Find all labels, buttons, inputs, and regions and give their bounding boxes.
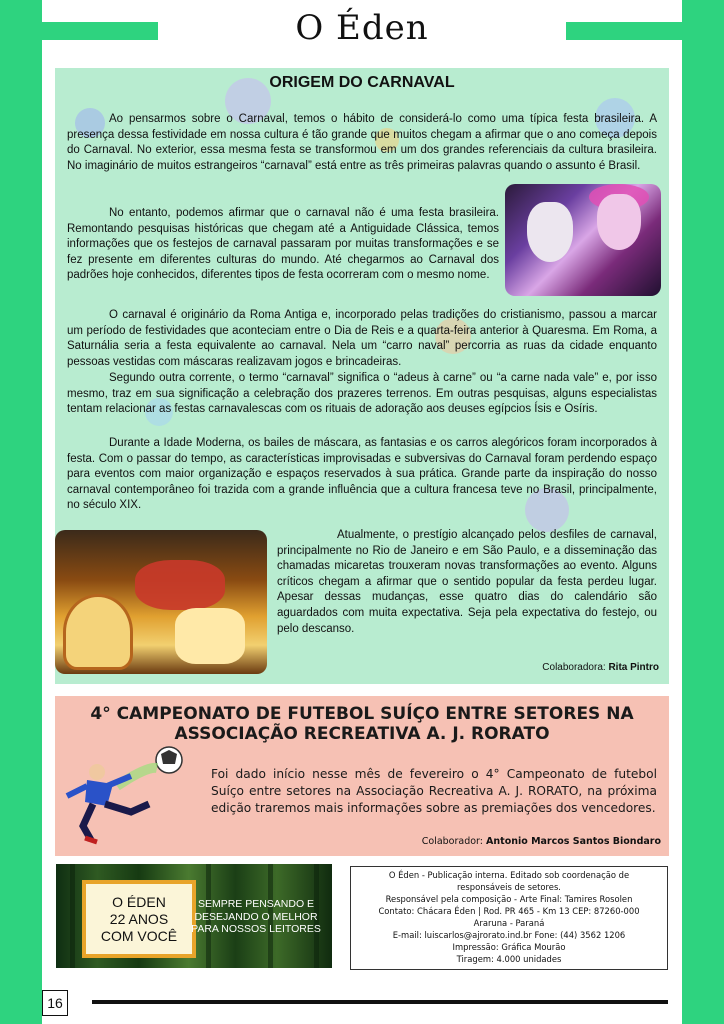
article-credit xyxy=(542,662,659,673)
masthead-title: O Éden xyxy=(295,8,429,48)
parade-float xyxy=(63,594,133,670)
carnival-masks-photo xyxy=(505,184,661,296)
header-accent-right xyxy=(566,22,682,40)
article-paragraph-1: Ao pensarmos sobre o Carnaval, temos o hábito de considerá-lo como uma típica festa brasileira. A presença dessa festividade em nossa cultura é tão grande que muitos chegam a afirmar que o ano começa depois do Carnaval. No exterior, essa mesma festa se transformou em um dos grandes referenciais da cultura brasileira. No imaginário de muitos estrangeiros “carnaval” está entre as três primeiras palavras quando o assunto é Brasil. xyxy=(67,113,657,172)
credit-label: Colaborador: xyxy=(421,836,483,847)
tree-trunk xyxy=(70,864,75,968)
colophon-line: Contato: Chácara Éden | Rod. PR 465 - Km 13 CEP: 87260-000 xyxy=(378,906,640,916)
article-paragraph-5: Durante a Idade Moderna, os bailes de máscara, as fantasias e os carros alegóricos foram incorporados à festa. Com o passar do tempo, as características improvisadas e subversivas do Carnaval foram perdendo espaço para eventos com maior organização e espaços reservados à sua prática. Grande parte da inspiração do nosso carnaval contemporâneo foi trazida com a grande influência que a cultura francesa teve no Brasil, principalmente, no século XIX. xyxy=(67,437,657,512)
football-player-illustration xyxy=(57,746,187,846)
page-number: 16 xyxy=(42,990,68,1016)
sport-title-line-2: ASSOCIAÇÃO RECREATIVA A. J. RORATO xyxy=(174,724,550,744)
right-frame-bar xyxy=(682,0,724,1024)
carnival-article xyxy=(55,68,669,684)
parade-float xyxy=(175,608,245,664)
colophon-line: E-mail: luiscarlos@ajrorato.ind.br Fone: (44) 3562 1206 xyxy=(392,930,626,940)
anniversary-promo-banner xyxy=(56,864,332,968)
football-championship-section xyxy=(55,696,669,856)
slogan-line-3: PARA NOSSOS LEITORES xyxy=(191,923,321,935)
carnival-parade-photo xyxy=(55,530,267,674)
slogan-line-1: SEMPRE PENSANDO E xyxy=(197,898,315,910)
credit-label: Colaboradora: xyxy=(542,662,606,673)
footer-rule xyxy=(92,1000,668,1004)
article-paragraph-3: O carnaval é originário da Roma Antiga e, incorporado pelas tradições do cristianismo, passou a marcar um período de festividades que aconteciam entre o Dia de Reis e a quarta-feira anterior à Quaresma. Em Roma, a Saturnália seria a festa equivalente ao carnaval. Nela um “carro naval” percorria as ruas da cidade enquanto pessoas vestidas com máscaras realizavam jogos e brincadeiras. xyxy=(67,309,657,368)
sport-credit xyxy=(422,836,661,847)
article-paragraph-4: Segundo outra corrente, o termo “carnaval” significa o “adeus à carne” ou “a carne nada vale” e, por isso mesmo, traz em sua significação a celebração dos prazeres terrenos. Em outras pesquisas, alguns especialistas tentam relacionar as festas carnavalescas com os rituais de adoração aos deuses egípcios Ísis e Osíris. xyxy=(67,372,657,416)
badge-line-3: COM VOCÊ xyxy=(100,927,178,944)
colophon-line: Araruna - Paraná xyxy=(473,918,545,928)
sport-body-text: Foi dado início nesse mês de fevereiro o 4° Campeonato de futebol Suíço entre setores na Associação Recreativa A. J. RORATO, na próxima edição traremos mais informações sobre as premiações dos vencedores. xyxy=(211,767,657,815)
badge-line-2: 22 ANOS xyxy=(109,910,169,927)
colophon-line: Responsável pela composição - Arte Final: Tamires Rosolen xyxy=(385,894,633,904)
credit-name: Antonio Marcos Santos Biondaro xyxy=(486,836,661,847)
colophon-line: O Éden - Publicação interna. Editado sob coordenação de xyxy=(388,870,630,880)
mask-figure xyxy=(527,202,573,262)
colophon-box xyxy=(350,866,668,970)
left-frame-bar xyxy=(0,0,42,1024)
colophon-line: responsáveis de setores. xyxy=(457,882,561,892)
sport-title xyxy=(55,704,669,744)
slogan-line-2: DESEJANDO O MELHOR xyxy=(194,910,318,923)
anniversary-badge xyxy=(82,880,196,958)
article-paragraph-2: No entanto, podemos afirmar que o carnaval não é uma festa brasileira. Remontando pesquisas históricas que chegam até a Antiguidade Clássica, temos informações que os festejos de carnaval passaram por muitas transformações e se fez presente em diferentes culturas do mundo. Até chegarmos ao Carnaval dos padrões hoje conhecidos, diferentes tipos de festa ocorreram com o mesmo nome. xyxy=(67,207,499,282)
sport-title-line-1: 4° CAMPEONATO DE FUTEBOL SUÍÇO ENTRE SETORES NA xyxy=(90,704,634,724)
article-paragraph-6: Atualmente, o prestígio alcançado pelos desfiles de carnaval, principalmente no Rio de Janeiro e em São Paulo, e a disseminação das chamadas micaretas trouxeram novas transformações ao evento. Alguns críticos chegam a afirmar que o sentido popular da festa perdeu lugar. Apesar dessas mudanças, esse quatro dias do calendário são aguardados com muita expectativa. Seja pela expectativa do festejo, ou pelo descanso. xyxy=(277,529,657,635)
badge-line-1: O ÉDEN xyxy=(112,893,166,910)
header-accent-left xyxy=(42,22,158,40)
credit-name: Rita Pintro xyxy=(608,662,659,673)
mask-figure xyxy=(597,194,641,250)
anniversary-badge-text xyxy=(101,894,177,945)
article-title: ORIGEM DO CARNAVAL xyxy=(269,74,455,91)
colophon-line: Tiragem: 4.000 unidades xyxy=(456,954,562,964)
colophon-line: Impressão: Gráfica Mourão xyxy=(452,942,566,952)
parade-float xyxy=(135,560,225,610)
promo-slogan xyxy=(186,898,326,936)
